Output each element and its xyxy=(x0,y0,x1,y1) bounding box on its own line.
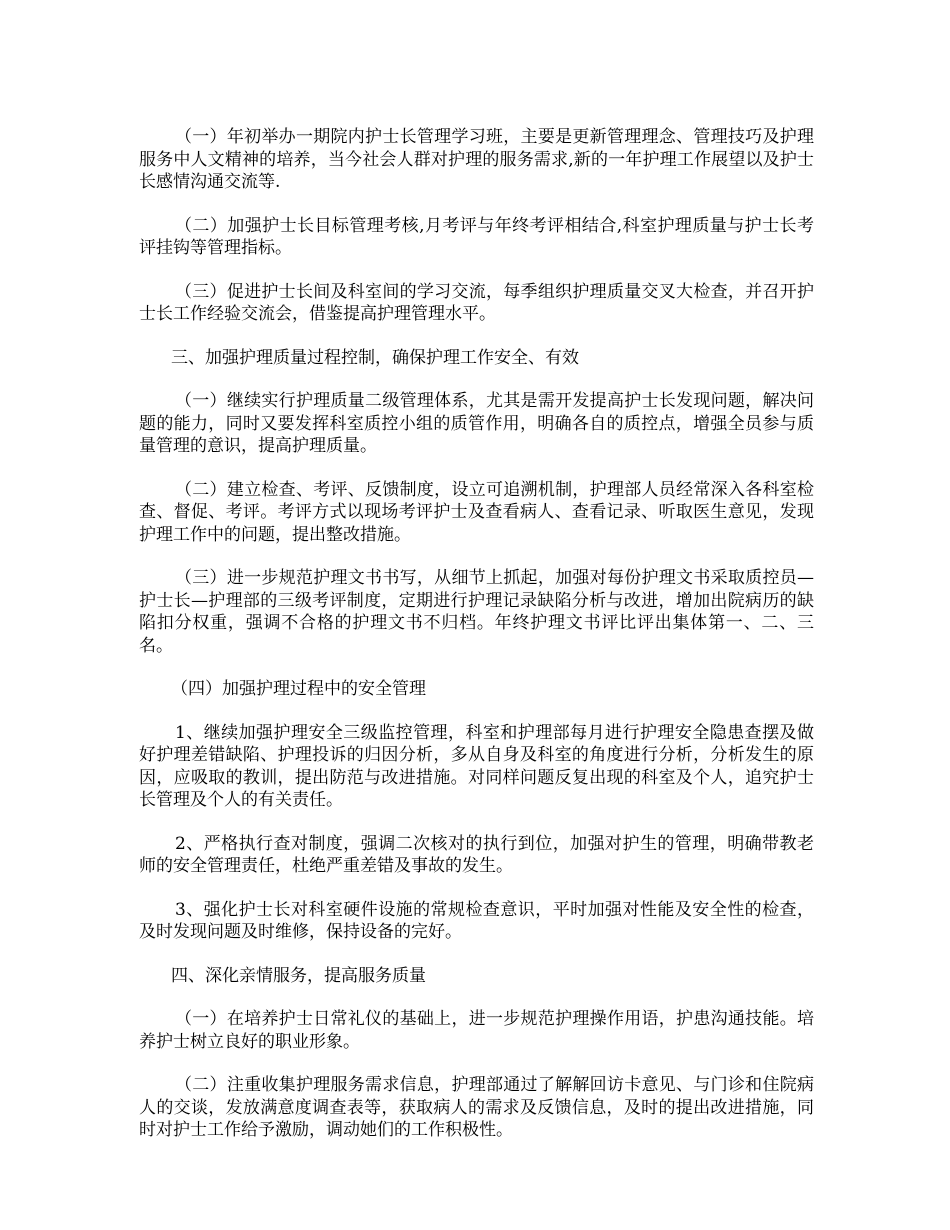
paragraph-9: 1、继续加强护理安全三级监控管理，科室和护理部每月进行护理安全隐患查摆及做好护理差错缺陷、护理投诉的归因分析，多从自身及科室的角度进行分析，分析发生的原因，应吸取的教训，提出防范与改进措施。对同样问题反复出现的科室及个人，追究护士长管理及个人的有关责任。 xyxy=(139,722,814,810)
paragraph-1: （一）年初举办一期院内护士长管理学习班，主要是更新管理理念、管理技巧及护理服务中人文精神的培养，当今社会人群对护理的服务需求,新的一年护理工作展望以及护士长感情沟通交流等. xyxy=(139,127,814,192)
paragraph-5: （一）继续实行护理质量二级管理体系，尤其是需开发提高护士长发现问题，解决问题的能力，同时又要发挥科室质控小组的质管作用，明确各自的质控点，增强全员参与质量管理的意识，提高护理质量。 xyxy=(139,391,814,456)
subsection-heading-4: （四）加强护理过程中的安全管理 xyxy=(171,679,426,699)
paragraph-3: （三）促进护士长间及科室间的学习交流，每季组织护理质量交叉大检查，并召开护士长工作经验交流会，借鉴提高护理管理水平。 xyxy=(139,281,814,324)
paragraph-10: 2、严格执行查对制度，强调二次核对的执行到位，加强对护生的管理，明确带教老师的安全管理责任，杜绝严重差错及事故的发生。 xyxy=(139,833,814,876)
paragraph-2: （二）加强护士长目标管理考核,月考评与年终考评相结合,科室护理质量与护士长考评挂钩等管理指标。 xyxy=(139,215,814,258)
paragraph-13: （一）在培养护士日常礼仪的基础上，进一步规范护理操作用语，护患沟通技能。培养护士树立良好的职业形象。 xyxy=(139,1009,814,1052)
paragraph-7: （三）进一步规范护理文书书写，从细节上抓起，加强对每份护理文书采取质控员—护士长—护理部的三级考评制度，定期进行护理记录缺陷分析与改进，增加出院病历的缺陷扣分权重，强调不合格的护理文书不归档。年终护理文书评比评出集体第一、二、三名。 xyxy=(139,568,814,656)
section-heading-3: 三、加强护理质量过程控制，确保护理工作安全、有效 xyxy=(171,347,579,368)
paragraph-11: 3、强化护士长对科室硬件设施的常规检查意识，平时加强对性能及安全性的检查，及时发现问题及时维修，保持设备的完好。 xyxy=(139,899,814,942)
paragraph-14: （二）注重收集护理服务需求信息，护理部通过了解解回访卡意见、与门诊和住院病人的交谈，发放满意度调查表等，获取病人的需求及反馈信息，及时的提出改进措施，同时对护士工作给予激励，调动她们的工作积极性。 xyxy=(139,1075,814,1140)
section-heading-4: 四、深化亲情服务，提高服务质量 xyxy=(171,965,426,986)
document-body xyxy=(139,126,814,1163)
paragraph-6: （二）建立检查、考评、反馈制度，设立可追溯机制，护理部人员经常深入各科室检查、督促、考评。考评方式以现场考评护士及查看病人、查看记录、听取医生意见，发现护理工作中的问题，提出整改措施。 xyxy=(139,479,814,545)
